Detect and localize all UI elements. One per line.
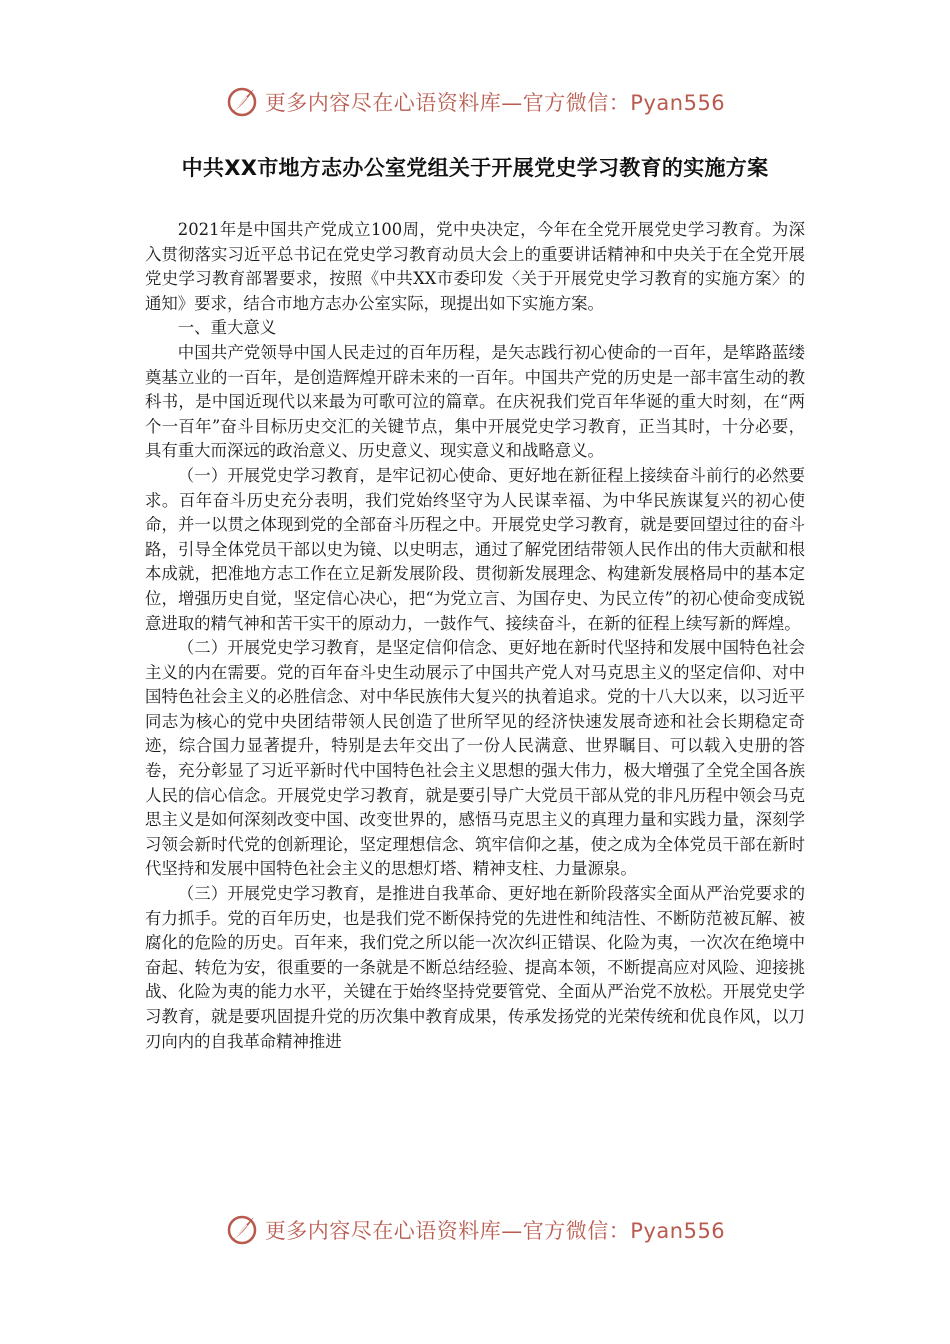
document-title: 中共XX市地方志办公室党组关于开展党史学习教育的实施方案: [181, 156, 769, 180]
body-paragraph: （一）开展党史学习教育，是牢记初心使命、更好地在新征程上接续奋斗前行的必然要求。百年奋斗历史充分表明，我们党始终坚守为人民谋幸福、为中华民族谋复兴的初心使命，并一以贯之体现到党的全部奋斗历程之中。开展党史学习教育，就是要回望过往的奋斗路，引导全体党员干部以史为镜、以史明志，通过了解党团结带领人民作出的伟大贡献和根本成就，把准地方志工作在立足新发展阶段、贯彻新发展理念、构建新发展格局中的基本定位，增强历史自觉，坚定信心决心，把“为党立言、为国存史、为民立传”的初心使命变成锐意进取的精气神和苦干实干的原动力，一鼓作气、接续奋斗，在新的征程上续写新的辉煌。: [145, 465, 805, 633]
feather-pen-logo-icon: [225, 85, 259, 119]
watermark-text: 更多内容尽在心语资料库—官方微信：Pyan556: [264, 1219, 726, 1243]
body-paragraph: （三）开展党史学习教育，是推进自我革命、更好地在新阶段落实全面从严治党要求的有力抓手。党的百年历史，也是我们党不断保持党的先进性和纯洁性、不断防范被瓦解、被腐化的危险的历史。百年来，我们党之所以能一次次纠正错误、化险为夷，一次次在绝境中奋起、转危为安，很重要的一条就是不断总结经验、提高本领，不断提高应对风险、迎接挑战、化险为夷的能力水平，关键在于始终坚持党要管党、全面从严治党不放松。开展党史学习教育，就是要巩固提升党的历次集中教育成果，传承发扬党的光荣传统和优良作风，以刀刃向内的自我革命精神推进: [145, 884, 805, 1051]
section-heading-significance: 一、重大意义: [177, 318, 277, 338]
footer-watermark-banner: [0, 1210, 950, 1250]
body-paragraph: 中国共产党领导中国人民走过的百年历程，是矢志践行初心使命的一百年，是筚路蓝缕奠基立业的一百年，是创造辉煌开辟未来的一百年。中国共产党的历史是一部丰富生动的教科书，是中国近现代以来最为可歌可泣的篇章。在庆祝我们党百年华诞的重大时刻，在“两个一百年”奋斗目标历史交汇的关键节点，集中开展党史学习教育，正当其时，十分必要，具有重大而深远的政治意义、历史意义、现实意义和战略意义。: [145, 342, 805, 461]
intro-paragraph: 2021年是中国共产党成立100周，党中央决定，今年在全党开展党史学习教育。为深入贯彻落实习近平总书记在党史学习教育动员大会上的重要讲话精神和中央关于在全党开展党史学习教育部署要求，按照《中共XX市委印发〈关于开展党史学习教育的实施方案〉的通知》要求，结合市地方志办公室实际，现提出如下实施方案。: [145, 220, 805, 313]
header-watermark-banner: [0, 82, 950, 122]
watermark-text: 更多内容尽在心语资料库—官方微信：Pyan556: [264, 91, 726, 115]
document-body: [145, 218, 805, 1054]
feather-pen-logo-icon: [225, 1213, 259, 1247]
body-paragraph: （二）开展党史学习教育，是坚定信仰信念、更好地在新时代坚持和发展中国特色社会主义的内在需要。党的百年奋斗史生动展示了中国共产党人对马克思主义的坚定信仰、对中国特色社会主义的必胜信念、对中华民族伟大复兴的执着追求。党的十八大以来，以习近平同志为核心的党中央团结带领人民创造了世所罕见的经济快速发展奇迹和社会长期稳定奇迹，综合国力显著提升，特别是去年交出了一份人民满意、世界瞩目、可以载入史册的答卷，充分彰显了习近平新时代中国特色社会主义思想的强大伟力，极大增强了全党全国各族人民的信心信念。开展党史学习教育，就是要引导广大党员干部从党的非凡历程中领会马克思主义是如何深刻改变中国、改变世界的，感悟马克思主义的真理力量和实践力量，深刻学习领会新时代党的创新理论，坚定理想信念、筑牢信仰之基，使之成为全体党员干部在新时代坚持和发展中国特色社会主义的思想灯塔、精神支柱、力量源泉。: [145, 638, 805, 879]
